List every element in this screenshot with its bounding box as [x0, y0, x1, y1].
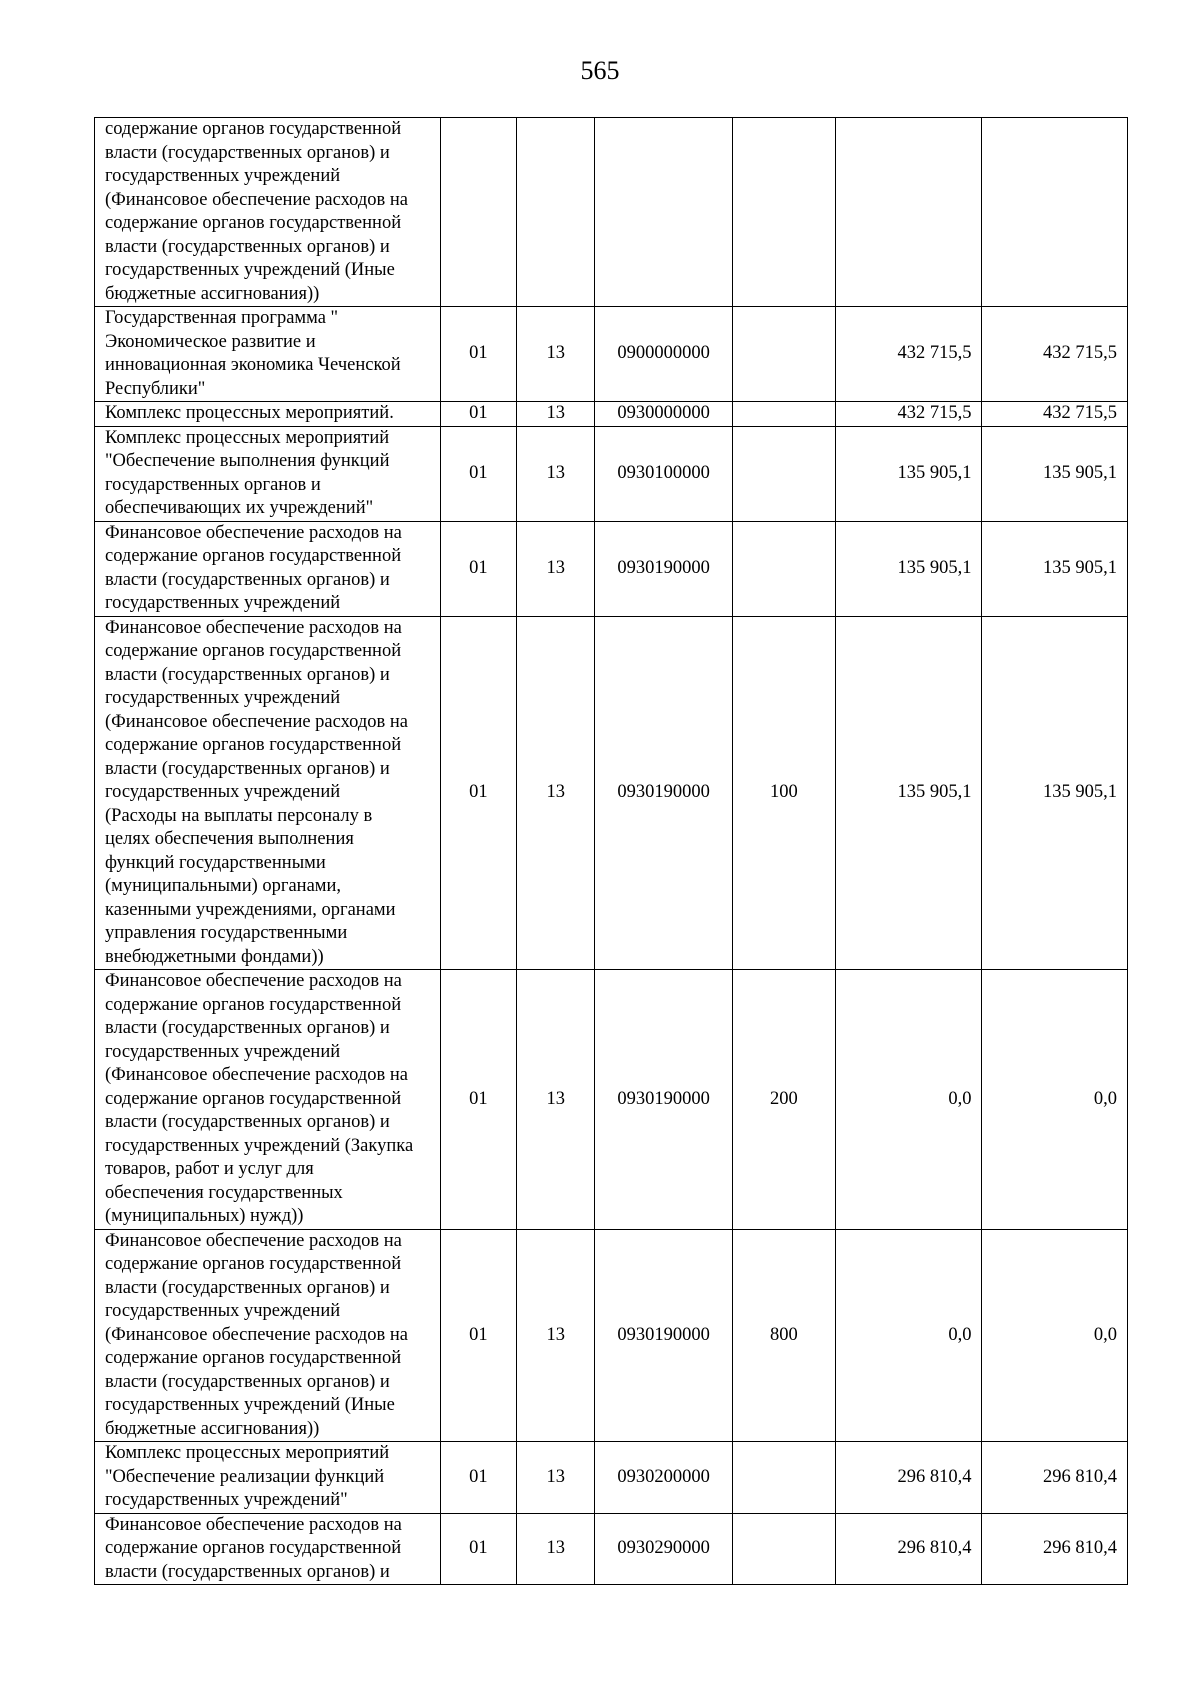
amount-year-1: 432 715,5	[835, 402, 982, 427]
amount-year-1: 135 905,1	[835, 521, 982, 616]
row-description: Финансовое обеспечение расходов на содержание органов государственной власти (государственных органов) и государственных учреждений (Финансовое обеспечение расходов на содержание органов государственной власти (государственных органов) и государственных учреждений (Иные бюджетные ассигнования))	[95, 1229, 441, 1442]
subsection-code: 13	[517, 970, 595, 1230]
row-description: Финансовое обеспечение расходов на содержание органов государственной власти (государственных органов) и государственных учреждений	[95, 521, 441, 616]
target-article-code	[595, 118, 732, 307]
amount-year-2: 0,0	[982, 1229, 1128, 1442]
expense-type-code	[732, 118, 835, 307]
table-row	[95, 521, 1128, 616]
row-description: Комплекс процессных мероприятий "Обеспечение реализации функций государственных учреждений"	[95, 1442, 441, 1514]
table-row	[95, 402, 1128, 427]
table-row	[95, 616, 1128, 970]
subsection-code: 13	[517, 521, 595, 616]
expense-type-code	[732, 521, 835, 616]
page-number: 565	[580, 56, 620, 85]
target-article-code: 0900000000	[595, 307, 732, 402]
target-article-code: 0930190000	[595, 970, 732, 1230]
subsection-code: 13	[517, 1513, 595, 1585]
row-description: Комплекс процессных мероприятий "Обеспечение выполнения функций государственных органов и обеспечивающих их учреждений"	[95, 426, 441, 521]
table-row	[95, 426, 1128, 521]
section-code	[440, 118, 516, 307]
amount-year-1: 0,0	[835, 1229, 982, 1442]
table-row	[95, 307, 1128, 402]
amount-year-1: 135 905,1	[835, 426, 982, 521]
section-code: 01	[440, 1229, 516, 1442]
subsection-code: 13	[517, 402, 595, 427]
expense-type-code	[732, 402, 835, 427]
expense-type-code	[732, 426, 835, 521]
amount-year-1: 432 715,5	[835, 307, 982, 402]
section-code: 01	[440, 616, 516, 970]
target-article-code: 0930290000	[595, 1513, 732, 1585]
table-row	[95, 118, 1128, 307]
row-description: Комплекс процессных мероприятий.	[95, 402, 441, 427]
table-row	[95, 1229, 1128, 1442]
amount-year-2: 296 810,4	[982, 1442, 1128, 1514]
expense-type-code	[732, 307, 835, 402]
section-code: 01	[440, 1442, 516, 1514]
subsection-code: 13	[517, 1229, 595, 1442]
amount-year-2: 135 905,1	[982, 426, 1128, 521]
subsection-code: 13	[517, 1442, 595, 1514]
section-code: 01	[440, 402, 516, 427]
amount-year-2: 296 810,4	[982, 1513, 1128, 1585]
amount-year-2: 432 715,5	[982, 402, 1128, 427]
amount-year-1	[835, 118, 982, 307]
budget-table	[94, 117, 1128, 1585]
section-code: 01	[440, 1513, 516, 1585]
target-article-code: 0930190000	[595, 521, 732, 616]
subsection-code	[517, 118, 595, 307]
amount-year-2	[982, 118, 1128, 307]
amount-year-2: 135 905,1	[982, 616, 1128, 970]
row-description: Финансовое обеспечение расходов на содержание органов государственной власти (государственных органов) и	[95, 1513, 441, 1585]
amount-year-1: 296 810,4	[835, 1442, 982, 1514]
expense-type-code: 200	[732, 970, 835, 1230]
expense-type-code: 100	[732, 616, 835, 970]
section-code: 01	[440, 426, 516, 521]
amount-year-1: 135 905,1	[835, 616, 982, 970]
amount-year-2: 135 905,1	[982, 521, 1128, 616]
target-article-code: 0930200000	[595, 1442, 732, 1514]
expense-type-code: 800	[732, 1229, 835, 1442]
target-article-code: 0930190000	[595, 1229, 732, 1442]
row-description: Финансовое обеспечение расходов на содержание органов государственной власти (государственных органов) и государственных учреждений (Финансовое обеспечение расходов на содержание органов государственной власти (государственных органов) и государственных учреждений (Расходы на выплаты персоналу в целях обеспечения выполнения функций государственными (муниципальными) органами, казенными учреждениями, органами управления государственными внебюджетными фондами))	[95, 616, 441, 970]
section-code: 01	[440, 521, 516, 616]
amount-year-1: 0,0	[835, 970, 982, 1230]
table-row	[95, 970, 1128, 1230]
amount-year-2: 0,0	[982, 970, 1128, 1230]
row-description: содержание органов государственной власти (государственных органов) и государственных учреждений (Финансовое обеспечение расходов на содержание органов государственной власти (государственных органов) и государственных учреждений (Иные бюджетные ассигнования))	[95, 118, 441, 307]
subsection-code: 13	[517, 616, 595, 970]
expense-type-code	[732, 1442, 835, 1514]
amount-year-1: 296 810,4	[835, 1513, 982, 1585]
table-row	[95, 1442, 1128, 1514]
target-article-code: 0930000000	[595, 402, 732, 427]
section-code: 01	[440, 307, 516, 402]
target-article-code: 0930190000	[595, 616, 732, 970]
row-description: Государственная программа " Экономическое развитие и инновационная экономика Чеченской Республики"	[95, 307, 441, 402]
target-article-code: 0930100000	[595, 426, 732, 521]
amount-year-2: 432 715,5	[982, 307, 1128, 402]
subsection-code: 13	[517, 426, 595, 521]
table-row	[95, 1513, 1128, 1585]
subsection-code: 13	[517, 307, 595, 402]
row-description: Финансовое обеспечение расходов на содержание органов государственной власти (государственных органов) и государственных учреждений (Финансовое обеспечение расходов на содержание органов государственной власти (государственных органов) и государственных учреждений (Закупка товаров, работ и услуг для обеспечения государственных (муниципальных) нужд))	[95, 970, 441, 1230]
expense-type-code	[732, 1513, 835, 1585]
section-code: 01	[440, 970, 516, 1230]
